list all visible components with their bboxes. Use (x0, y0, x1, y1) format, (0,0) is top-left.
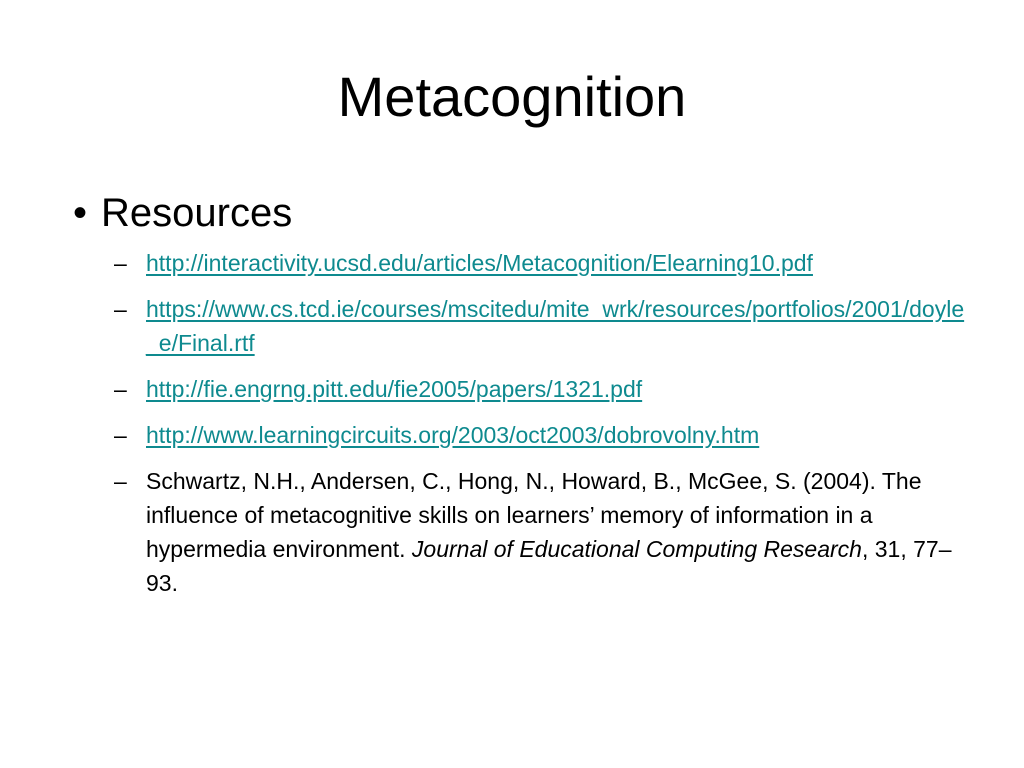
dash-icon: – (114, 468, 127, 494)
list-item (114, 246, 974, 280)
resource-link-pitt[interactable]: http://fie.engrng.pitt.edu/fie2005/papers/1321.pdf (146, 376, 643, 402)
list-item (114, 292, 974, 360)
resource-link-tcd[interactable]: https://www.cs.tcd.ie/courses/mscitedu/mite_wrk/resources/portfolios/2001/doyle_e/Final.rtf (146, 296, 965, 356)
bullet-label: Resources (101, 191, 293, 235)
dash-icon: – (114, 422, 127, 448)
resource-link-learningcircuits[interactable]: http://www.learningcircuits.org/2003/oct2003/dobrovolny.htm (146, 422, 760, 448)
dash-icon: – (114, 296, 127, 322)
list-item (114, 418, 974, 452)
resource-link-ucsd[interactable]: http://interactivity.ucsd.edu/articles/Metacognition/Elearning10.pdf (146, 250, 813, 276)
list-item (114, 372, 974, 406)
bullet-dot-icon: • (73, 191, 88, 235)
citation-journal: Journal of Educational Computing Research (411, 536, 862, 562)
citation-tail: , 31, 77–93. (146, 536, 952, 596)
bullet-resources (73, 186, 973, 240)
list-item (114, 464, 974, 600)
dash-icon: – (114, 250, 127, 276)
citation-authors: Schwartz, N.H., Andersen, C., Hong, N., Howard, B., McGee, S. (2004). The influence of metacognitive skills on learners’ memory of information in a hypermedia environment. (146, 468, 922, 562)
slide-title: Metacognition (337, 65, 687, 128)
citation-text (146, 464, 966, 600)
dash-icon: – (114, 376, 127, 402)
resource-list (114, 246, 974, 612)
